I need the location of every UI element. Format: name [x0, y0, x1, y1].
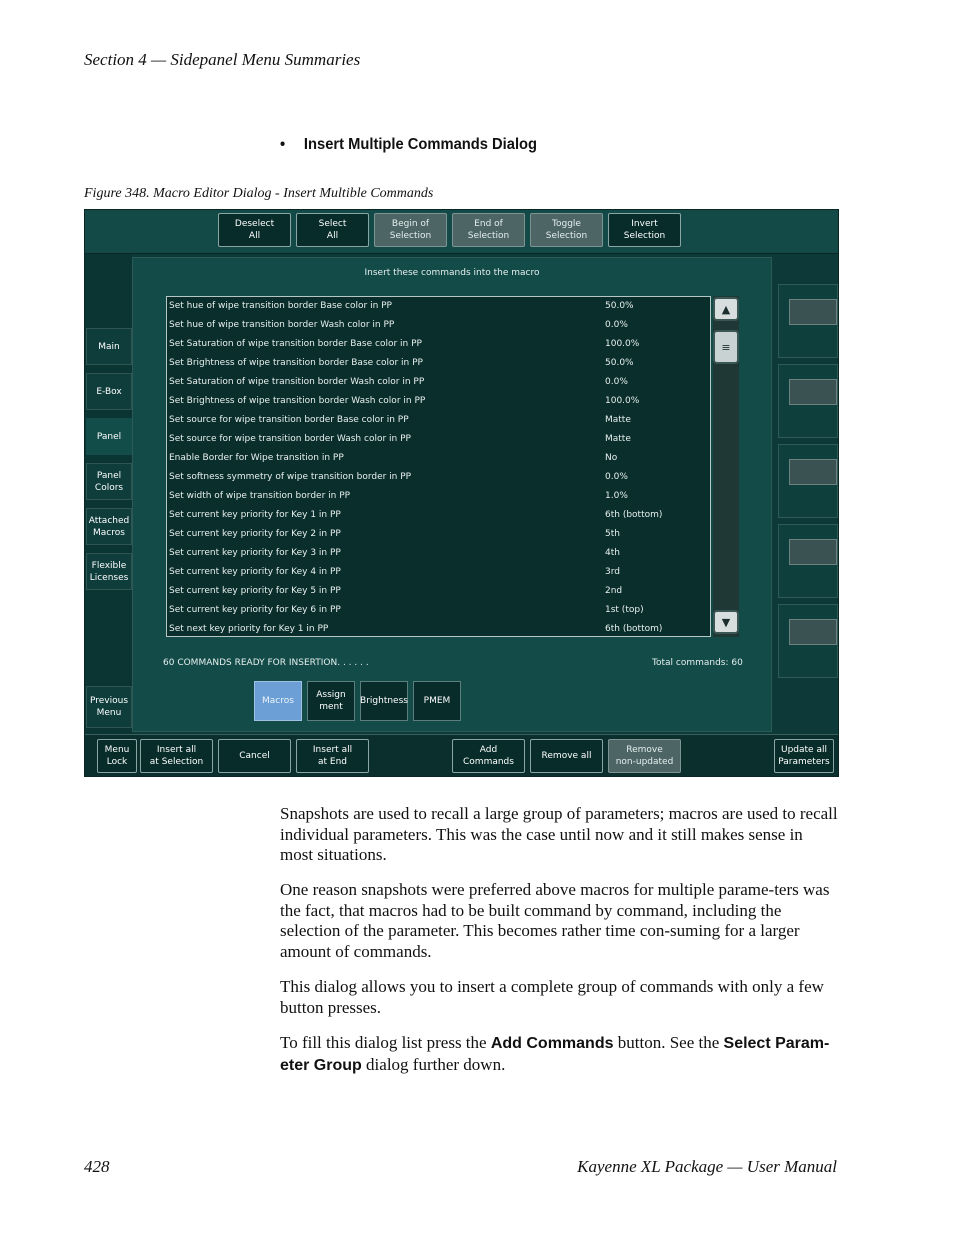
- paragraph-1: Snapshots are used to recall a large group of parameters; macros are used to recall individual parameters. This was the case until now and it still makes sense in most situations.: [280, 804, 838, 864]
- scroll-up-icon[interactable]: ▲: [713, 297, 739, 321]
- paragraph-2: One reason snapshots were preferred above macros for multiple parame-ters was the fact, that macros had to be built command by command, including the selection of the parameter. This becomes rather time con-suming for a larger amount of commands.: [280, 880, 830, 961]
- cancel-button[interactable]: Cancel: [218, 739, 291, 773]
- select-parameter-group-ref: Select Param-eter Group: [280, 1035, 830, 1074]
- menu-item-attached-macros[interactable]: Attached Macros: [86, 508, 132, 545]
- deselect-all-button[interactable]: Deselect All: [218, 213, 291, 247]
- top-toolbar: [85, 210, 838, 254]
- scroll-down-icon[interactable]: ▼: [713, 610, 739, 634]
- side-slot-field: [789, 379, 837, 405]
- paragraph-3: This dialog allows you to insert a complete group of commands with only a few button presses.: [280, 977, 824, 1017]
- side-slot[interactable]: [778, 284, 838, 358]
- menu-lock-button[interactable]: Menu Lock: [97, 739, 137, 773]
- bullet-heading: [280, 136, 537, 154]
- figure-caption: Figure 348. Macro Editor Dialog - Insert Multible Commands: [84, 186, 434, 201]
- side-slot[interactable]: [778, 364, 838, 438]
- side-slot[interactable]: [778, 444, 838, 518]
- menu-item-panel[interactable]: Panel: [86, 418, 132, 455]
- add-commands-ref: Add Commands: [490, 1035, 614, 1052]
- right-column: [775, 280, 838, 680]
- status-ready-text: 60 COMMANDS READY FOR INSERTION. . . . . .: [163, 658, 369, 668]
- tab-brightness[interactable]: Brightness: [360, 681, 408, 721]
- tab-macros[interactable]: Macros: [254, 681, 302, 721]
- side-slot-field: [789, 459, 837, 485]
- begin-of-selection-button[interactable]: Begin of Selection: [374, 213, 447, 247]
- manual-title: Kayenne XL Package — User Manual: [577, 1157, 837, 1176]
- tab-pmem[interactable]: PMEM: [413, 681, 461, 721]
- previous-menu-button[interactable]: Previous Menu: [86, 686, 132, 728]
- list-title: Insert these commands into the macro: [364, 268, 540, 278]
- list-scrollbar[interactable]: [713, 296, 739, 637]
- toggle-selection-button[interactable]: Toggle Selection: [530, 213, 603, 247]
- page-number: 428: [84, 1157, 110, 1176]
- commands-list: Set hue of wipe transition border Base color in PP 50.0% Set hue of wipe transition border Wash color in PP 0.0% Set Saturation of wipe transition border Base color in PP 100.0% Set Brightness of wipe transition border Base color in PP 50.0% Set Saturation of wipe transition border Wash color in PP 0.0% Set Brightness of wipe transition border Wash color in PP 100.0% Set source for wipe transition border Base color in PP Matte Set source for wipe transition border Wash color in PP Matte Enable Border for Wipe transition in PP No Set softness symmetry of wipe transition border in PP 0.0% Set width of wipe transition border in PP 1.0% Set current key priority for Key 1 in PP 6th (bottom) Set current key priority for Key 2 in PP 5th Set current key priority for Key 3 in PP 4th Set current key priority for Key 4 in PP 3rd Set current key priority for Key 5 in PP 2nd Set current key priority for Key 6 in PP 1st (top) Set next key priority for Key 1 in PP 6th (bottom): [166, 296, 711, 637]
- invert-selection-button[interactable]: Invert Selection: [608, 213, 681, 247]
- scroll-grip-icon[interactable]: ≡: [713, 330, 739, 364]
- update-all-parameters-button[interactable]: Update all Parameters: [774, 739, 834, 773]
- select-all-button[interactable]: Select All: [296, 213, 369, 247]
- side-slot[interactable]: [778, 524, 838, 598]
- menu-item-flexible-licenses[interactable]: Flexible Licenses: [86, 553, 132, 590]
- insert-commands-panel: [132, 257, 772, 732]
- side-slot-field: [789, 539, 837, 565]
- left-menu: [85, 254, 132, 734]
- side-slot-field: [789, 299, 837, 325]
- tab-assignment[interactable]: Assign ment: [307, 681, 355, 721]
- menu-item-main[interactable]: Main: [86, 328, 132, 365]
- side-slot[interactable]: [778, 604, 838, 678]
- remove-non-updated-button[interactable]: Remove non-updated: [608, 739, 681, 773]
- add-commands-button[interactable]: Add Commands: [452, 739, 525, 773]
- side-slot-field: [789, 619, 837, 645]
- total-commands-text: Total commands: 60: [652, 658, 743, 668]
- insert-all-at-selection-button[interactable]: Insert all at Selection: [140, 739, 213, 773]
- remove-all-button[interactable]: Remove all: [530, 739, 603, 773]
- menu-item-panel-colors[interactable]: Panel Colors: [86, 463, 132, 500]
- insert-all-at-end-button[interactable]: Insert all at End: [296, 739, 369, 773]
- end-of-selection-button[interactable]: End of Selection: [452, 213, 525, 247]
- bullet-heading-text: Insert Multiple Commands Dialog: [303, 136, 538, 153]
- macro-editor-dialog: [84, 209, 839, 777]
- paragraph-4: To fill this dialog list press the Add Commands button. See the Select Param-eter Group dialog further down.: [280, 1033, 830, 1074]
- section-header: Section 4 — Sidepanel Menu Summaries: [84, 50, 361, 69]
- bullet-icon: •: [280, 136, 286, 153]
- menu-item-e-box[interactable]: E-Box: [86, 373, 132, 410]
- bottom-toolbar: [85, 734, 838, 777]
